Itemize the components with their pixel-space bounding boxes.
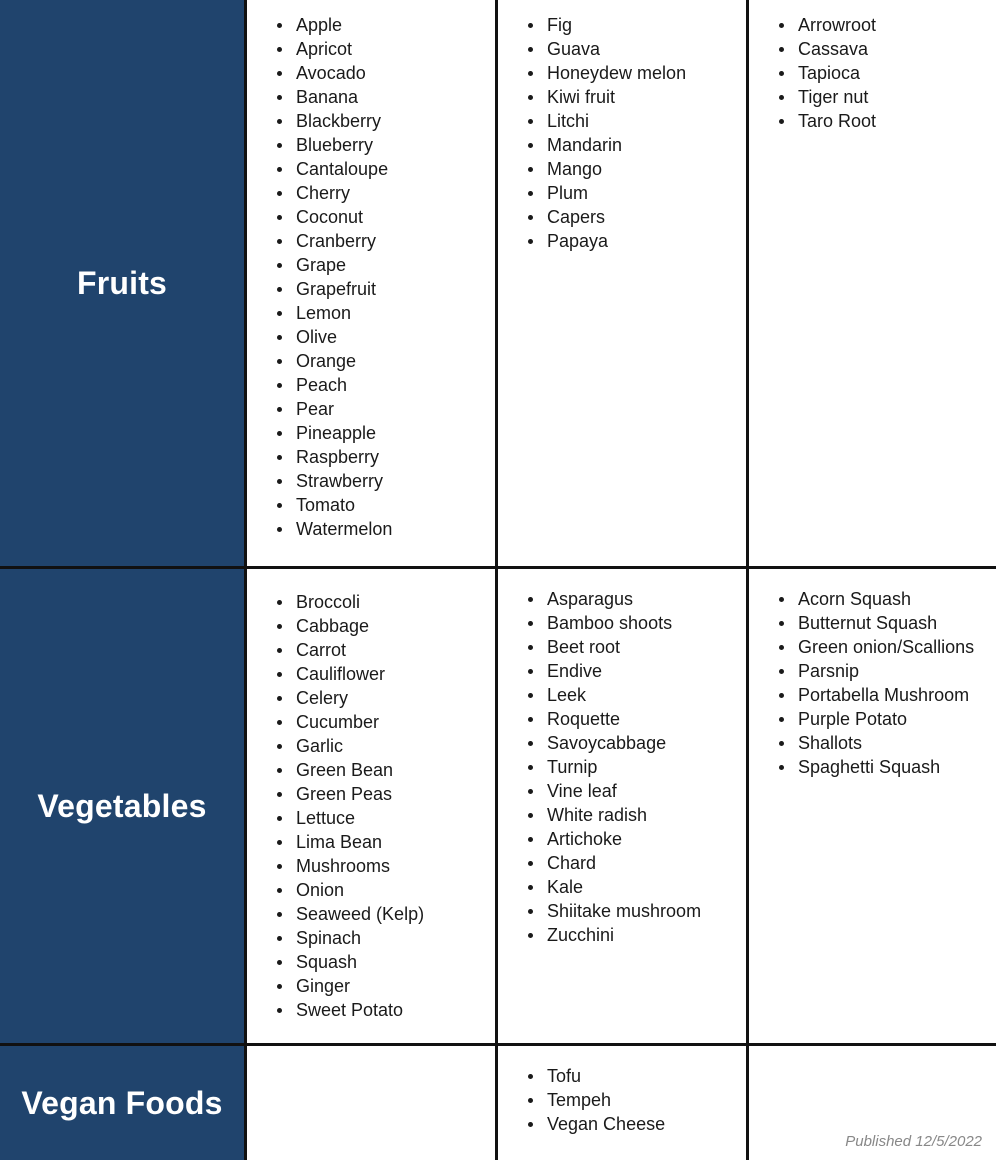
list-item: Plum [498, 181, 746, 205]
list-item: Seaweed (Kelp) [247, 902, 495, 926]
list-item: Green Bean [247, 758, 495, 782]
list-item: Grape [247, 253, 495, 277]
list-item: Green Peas [247, 782, 495, 806]
list-item: Tomato [247, 493, 495, 517]
vegan-column-1 [244, 1043, 495, 1160]
list-item: Ginger [247, 974, 495, 998]
list-item: Vine leaf [498, 779, 746, 803]
list-item: Banana [247, 85, 495, 109]
list-item: Mandarin [498, 133, 746, 157]
list-item: Cranberry [247, 229, 495, 253]
category-vegan-foods [0, 1043, 244, 1160]
list-item: Olive [247, 325, 495, 349]
list-item: Litchi [498, 109, 746, 133]
list-item: Cucumber [247, 710, 495, 734]
list-item: Garlic [247, 734, 495, 758]
list-item: Cherry [247, 181, 495, 205]
list-item: Lemon [247, 301, 495, 325]
list-item: Beet root [498, 635, 746, 659]
list-item: Avocado [247, 61, 495, 85]
category-label: Vegan Foods [21, 1084, 223, 1121]
list-item: Cauliflower [247, 662, 495, 686]
list-item: Roquette [498, 707, 746, 731]
list-item: Broccoli [247, 590, 495, 614]
list-item: Orange [247, 349, 495, 373]
item-list [247, 590, 495, 1022]
list-item: Tempeh [498, 1088, 746, 1112]
item-list [498, 1064, 746, 1136]
list-item: Pear [247, 397, 495, 421]
list-item: Acorn Squash [749, 587, 996, 611]
list-item: Turnip [498, 755, 746, 779]
item-list [498, 587, 746, 947]
list-item: Shiitake mushroom [498, 899, 746, 923]
list-item: Blueberry [247, 133, 495, 157]
list-item: Cassava [749, 37, 996, 61]
list-item: Endive [498, 659, 746, 683]
list-item: Butternut Squash [749, 611, 996, 635]
list-item: Spinach [247, 926, 495, 950]
category-vegetables [0, 566, 244, 1043]
list-item: White radish [498, 803, 746, 827]
list-item: Honeydew melon [498, 61, 746, 85]
list-item: Grapefruit [247, 277, 495, 301]
list-item: Mango [498, 157, 746, 181]
vegetables-column-1 [244, 566, 495, 1043]
list-item: Onion [247, 878, 495, 902]
list-item: Cabbage [247, 614, 495, 638]
list-item: Apple [247, 13, 495, 37]
list-item: Capers [498, 205, 746, 229]
list-item: Watermelon [247, 517, 495, 541]
list-item: Blackberry [247, 109, 495, 133]
category-label: Vegetables [37, 787, 207, 824]
list-item: Sweet Potato [247, 998, 495, 1022]
published-date: Published 12/5/2022 [845, 1133, 982, 1150]
item-list [749, 13, 996, 133]
list-item: Tofu [498, 1064, 746, 1088]
list-item: Apricot [247, 37, 495, 61]
list-item: Celery [247, 686, 495, 710]
item-list [247, 13, 495, 541]
list-item: Vegan Cheese [498, 1112, 746, 1136]
list-item: Coconut [247, 205, 495, 229]
list-item: Papaya [498, 229, 746, 253]
list-item: Pineapple [247, 421, 495, 445]
list-item: Shallots [749, 731, 996, 755]
fruits-column-2 [495, 0, 746, 566]
list-item: Squash [247, 950, 495, 974]
list-item: Raspberry [247, 445, 495, 469]
list-item: Tapioca [749, 61, 996, 85]
list-item: Mushrooms [247, 854, 495, 878]
category-label: Fruits [76, 264, 168, 301]
list-item: Leek [498, 683, 746, 707]
list-item: Bamboo shoots [498, 611, 746, 635]
list-item: Kiwi fruit [498, 85, 746, 109]
list-item: Peach [247, 373, 495, 397]
list-item: Asparagus [498, 587, 746, 611]
list-item: Green onion/Scallions [749, 635, 996, 659]
list-item: Lettuce [247, 806, 495, 830]
list-item: Lima Bean [247, 830, 495, 854]
list-item: Taro Root [749, 109, 996, 133]
item-list [749, 587, 996, 779]
fruits-column-1 [244, 0, 495, 566]
list-item: Tiger nut [749, 85, 996, 109]
list-item: Arrowroot [749, 13, 996, 37]
list-item: Chard [498, 851, 746, 875]
list-item: Kale [498, 875, 746, 899]
list-item: Spaghetti Squash [749, 755, 996, 779]
vegetables-column-3 [746, 566, 996, 1043]
list-item: Portabella Mushroom [749, 683, 996, 707]
list-item: Carrot [247, 638, 495, 662]
category-fruits [0, 0, 244, 566]
list-item: Guava [498, 37, 746, 61]
list-item: Purple Potato [749, 707, 996, 731]
item-list [498, 13, 746, 253]
fruits-column-3 [746, 0, 996, 566]
list-item: Zucchini [498, 923, 746, 947]
list-item: Artichoke [498, 827, 746, 851]
vegan-column-2 [495, 1043, 746, 1160]
list-item: Cantaloupe [247, 157, 495, 181]
list-item: Fig [498, 13, 746, 37]
vegetables-column-2 [495, 566, 746, 1043]
list-item: Strawberry [247, 469, 495, 493]
vegan-column-3 [746, 1043, 996, 1160]
list-item: Savoycabbage [498, 731, 746, 755]
list-item: Parsnip [749, 659, 996, 683]
